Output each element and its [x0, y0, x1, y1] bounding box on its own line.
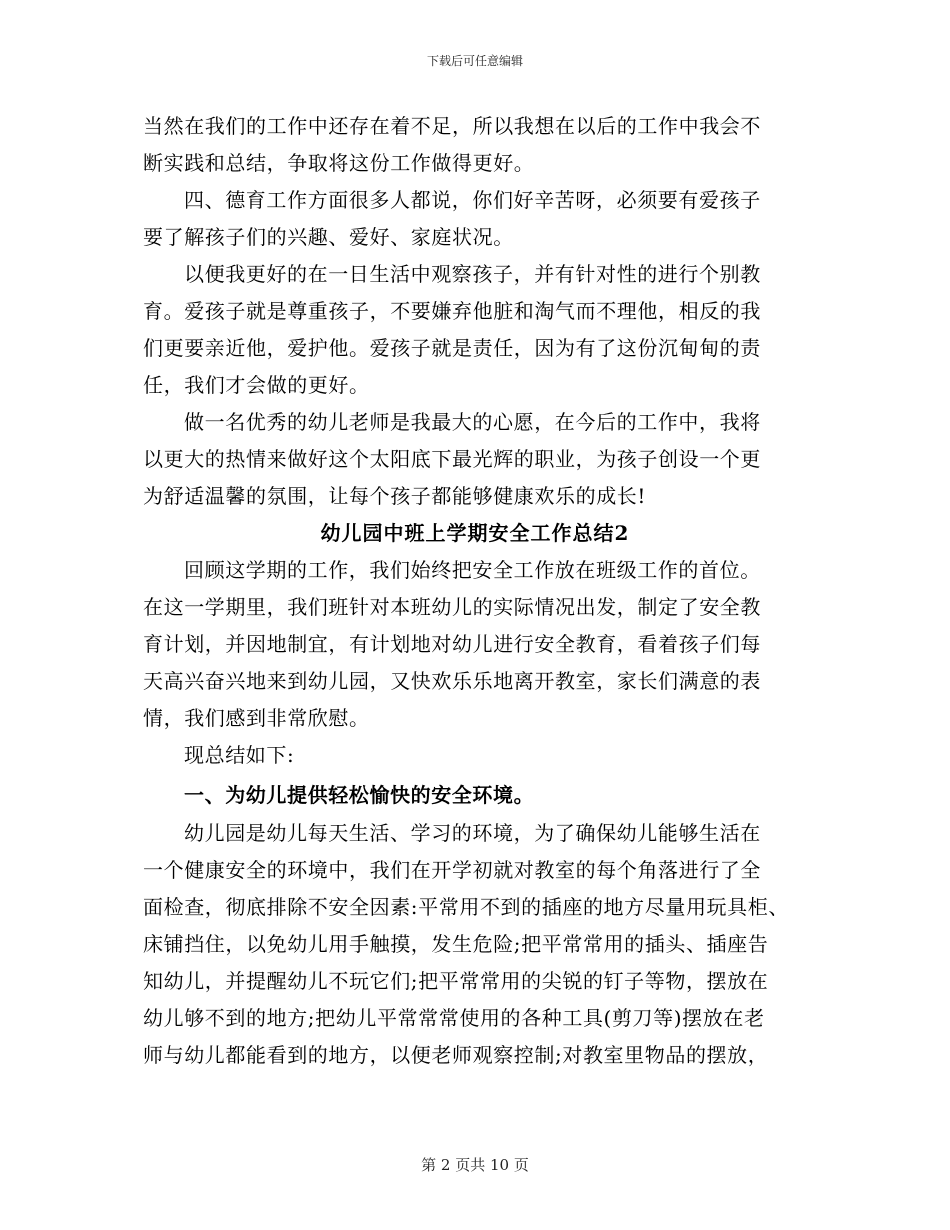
page-footer: 第 2 页共 10 页 — [421, 1156, 529, 1174]
paragraph-line: 育。爱孩子就是尊重孩子，不要嫌弃他脏和淘气而不理他，相反的我 — [143, 299, 761, 323]
paragraph-line: 们更要亲近他，爱护他。爱孩子就是责任，因为有了这份沉甸甸的责 — [143, 336, 761, 360]
paragraph-line: 一个健康安全的环境中，我们在开学初就对教室的每个角落进行了全 — [143, 858, 761, 882]
paragraph-line: 为舒适温馨的氛围，让每个孩子都能够健康欢乐的成长! — [143, 484, 647, 508]
paragraph-line: 做一名优秀的幼儿老师是我最大的心愿，在今后的工作中，我将 — [184, 410, 761, 434]
paragraph-line: 在这一学期里，我们班针对本班幼儿的实际情况出发，制定了安全教 — [143, 595, 761, 619]
page-header: 下载后可任意编辑 — [426, 54, 523, 68]
paragraph-line: 幼儿园是幼儿每天生活、学习的环境，为了确保幼儿能够生活在 — [184, 821, 761, 845]
paragraph-line: 育计划，并因地制宜，有计划地对幼儿进行安全教育，看着孩子们每 — [143, 632, 761, 656]
paragraph-line: 天高兴奋兴地来到幼儿园，又快欢乐乐地离开教室，家长们满意的表 — [143, 669, 761, 693]
paragraph-line: 任，我们才会做的更好。 — [143, 373, 370, 397]
subsection-heading: 一、为幼儿提供轻松愉快的安全环境。 — [184, 783, 535, 807]
paragraph-line: 现总结如下: — [184, 743, 295, 767]
paragraph-line: 床铺挡住，以免幼儿用手触摸，发生危险;把平常常用的插头、插座告 — [143, 932, 769, 956]
paragraph-line: 以更大的热情来做好这个太阳底下最光辉的职业，为孩子创设一个更 — [143, 447, 761, 471]
paragraph-line: 断实践和总结，争取将这份工作做得更好。 — [143, 151, 535, 175]
paragraph-line: 当然在我们的工作中还存在着不足，所以我想在以后的工作中我会不 — [143, 114, 761, 138]
section-title: 幼儿园中班上学期安全工作总结2 — [320, 521, 630, 545]
paragraph-line: 以便我更好的在一日生活中观察孩子，并有针对性的进行个别教 — [184, 262, 761, 286]
paragraph-line: 四、德育工作方面很多人都说，你们好辛苦呀，必须要有爱孩子 — [184, 188, 761, 212]
paragraph-line: 要了解孩子们的兴趣、爱好、家庭状况。 — [143, 225, 514, 249]
paragraph-line: 回顾这学期的工作，我们始终把安全工作放在班级工作的首位。 — [184, 558, 761, 582]
paragraph-line: 师与幼儿都能看到的地方，以便老师观察控制;对教室里物品的摆放， — [143, 1043, 769, 1067]
paragraph-line: 幼儿够不到的地方;把幼儿平常常常使用的各种工具(剪刀等)摆放在老 — [143, 1006, 765, 1030]
paragraph-line: 知幼儿，并提醒幼儿不玩它们;把平常常用的尖锐的钉子等物，摆放在 — [143, 969, 769, 993]
paragraph-line: 面检查，彻底排除不安全因素:平常用不到的插座的地方尽量用玩具柜、 — [143, 895, 789, 919]
paragraph-line: 情，我们感到非常欣慰。 — [143, 706, 370, 730]
